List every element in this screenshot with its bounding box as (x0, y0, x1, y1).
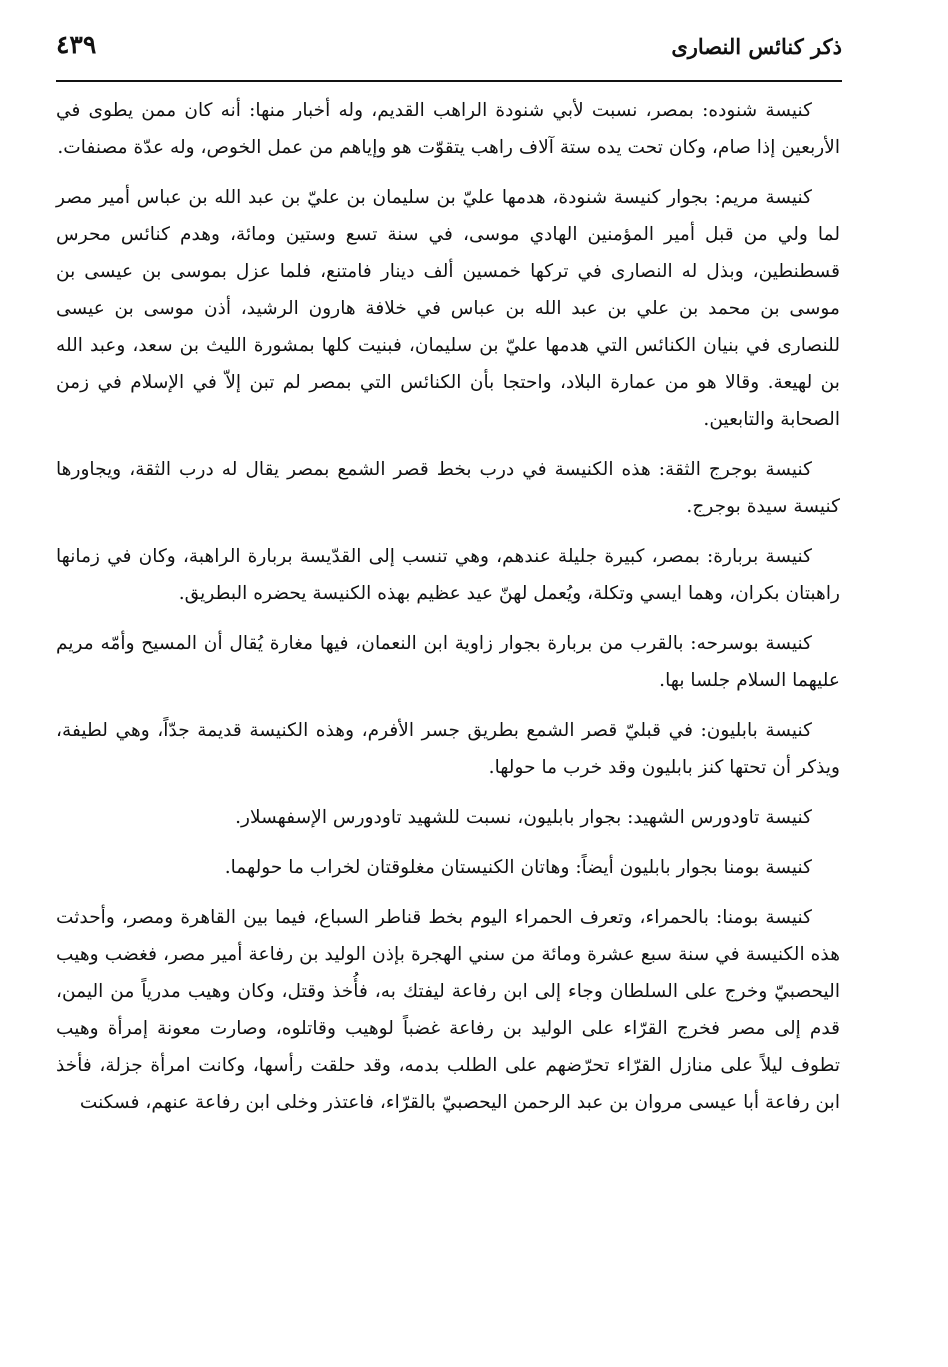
page-number: ٤٣٩ (56, 30, 97, 59)
body-text (56, 92, 840, 1134)
paragraph-maryam-church: كنيسة مريم: بجوار كنيسة شنودة، هدمها عليّ بن سليمان بن عليّ بن عبد الله بن عباس أمير مصر لما ولي من قبل أمير المؤمنين الهادي موسى، في سنة تسع وستين ومائة، وهدم كنائس محرس قسطنطين، وبذل له النصارى في تركها خمسين ألف دينار فامتنع، فلما عزل بموسى بن عيسى بن موسى بن محمد بن علي بن عبد الله بن عباس في خلافة هارون الرشيد، أذن موسى بن عيسى للنصارى في بنيان الكنائس التي هدمها عليّ بن سليمان، فبنيت كلها بمشورة الليث بن سعد، وعبد الله بن لهيعة. وقالا هو من عمارة البلاد، واحتجا بأن الكنائس التي بمصر لم تبن إلاّ في الإسلام في زمن الصحابة والتابعين. (56, 187, 840, 430)
paragraph-bujurj-church: كنيسة بوجرج الثقة: هذه الكنيسة في درب بخط قصر الشمع بمصر يقال له درب الثقة، ويجاورها كنيسة سيدة بوجرج. (56, 459, 840, 517)
paragraph-busarha-church: كنيسة بوسرحه: بالقرب من بربارة بجوار زاوية ابن النعمان، فيها مغارة يُقال أن المسيح وأمّه مريم عليهما السلام جلسا بها. (56, 633, 840, 691)
paragraph-bumina-babylon-church: كنيسة بومنا بجوار بابليون أيضاً: وهاتان الكنيستان مغلوقتان لخراب ما حولهما. (224, 857, 812, 878)
paragraph-bumina-hamra-church: كنيسة بومنا: بالحمراء، وتعرف الحمراء اليوم بخط قناطر السباع، فيما بين القاهرة ومصر، وأحدثت هذه الكنيسة في سنة سبع عشرة ومائة من سني الهجرة بإذن الوليد بن رفاعة أمير مصر، فغضب وهيب اليحصبيّ وخرج على السلطان وجاء إلى ابن رفاعة ليفتك به، فأُخذ وقتل، وكان وهيب مدرياً من اليمن، قدم إلى مصر فخرج القرّاء على الوليد بن رفاعة غضباً لوهيب وقاتلوه، وصارت معونة إمرأة وهيب تطوف ليلاً على منازل القرّاء تحرّضهم على الطلب بدمه، وقد حلقت رأسها، وكانت امرأة جزلة، فأخذ ابن رفاعة أبا عيسى مروان بن عبد الرحمن اليحصبيّ بالقرّاء، فاعتذر وخلى ابن رفاعة عنهم، فسكنت (56, 907, 840, 1113)
running-title: ذكر كنائس النصارى (671, 34, 842, 59)
paragraph-barbara-church: كنيسة بربارة: بمصر، كبيرة جليلة عندهم، وهي تنسب إلى القدّيسة بربارة الراهبة، وكان في زمانها راهبتان بكران، وهما ايسي وتكلة، ويُعمل لهنّ عيد عظيم بهذه الكنيسة يحضره البطريق. (56, 546, 840, 604)
page-header (56, 26, 842, 82)
paragraph-theodorus-church: كنيسة تاودورس الشهيد: بجوار بابليون، نسبت للشهيد تاودورس الإسفهسلار. (235, 807, 812, 828)
paragraph-shenouda-church: كنيسة شنوده: بمصر، نسبت لأبي شنودة الراهب القديم، وله أخبار منها: أنه كان ممن يطوى في الأربعين إذا صام، وكان تحت يده ستة آلاف راهب يتقوّت هو وإياهم من عمل الخوص، وله عدّة مصنفات. (56, 100, 840, 158)
paragraph-babylon-church: كنيسة بابليون: في قبليّ قصر الشمع بطريق جسر الأفرم، وهذه الكنيسة قديمة جدّاً، وهي لطيفة، ويذكر أن تحتها كنز بابليون وقد خرب ما حولها. (56, 720, 840, 778)
